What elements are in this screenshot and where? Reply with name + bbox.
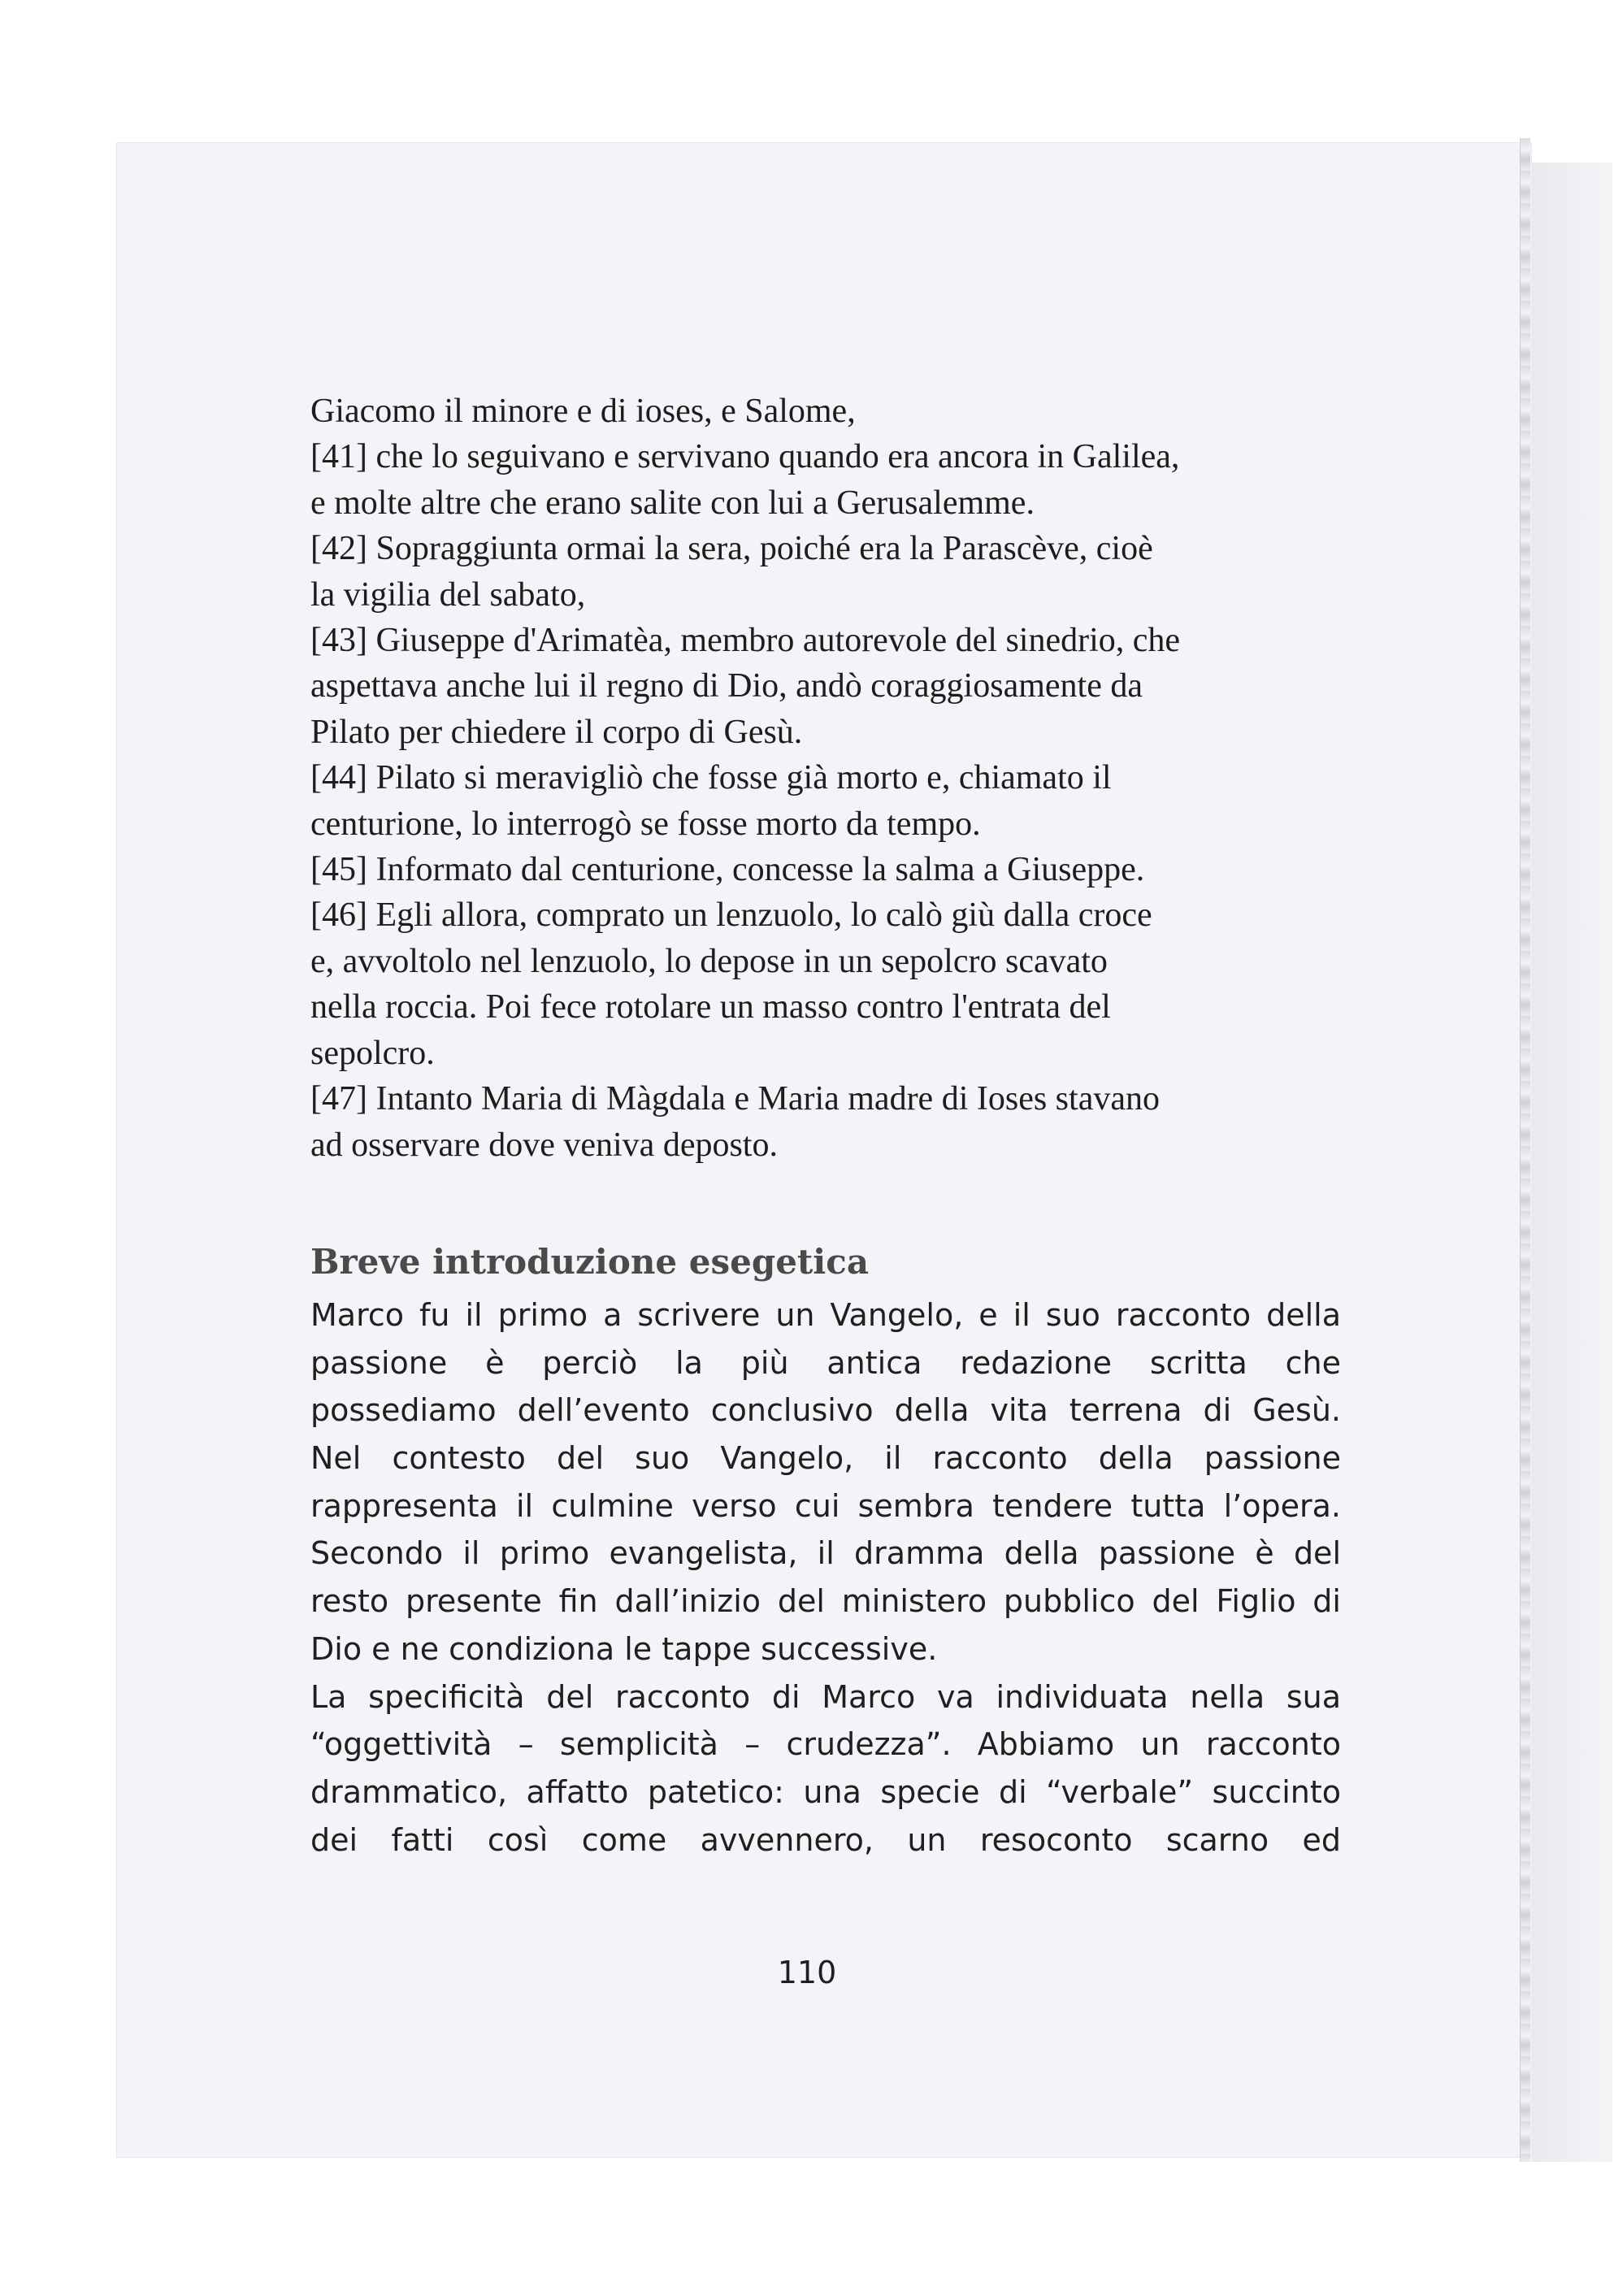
verse-line: [46] Egli allora, comprato un lenzuolo, lo calò giù dalla croce bbox=[310, 896, 1152, 935]
scripture-passage bbox=[310, 388, 1341, 1168]
verse-line: e, avvoltolo nel lenzuolo, lo depose in un sepolcro scavato bbox=[310, 942, 1108, 980]
page-binding-edge bbox=[1520, 138, 1530, 2162]
verse-line: [45] Informato dal centurione, concesse la salma a Giuseppe. bbox=[310, 851, 1145, 889]
verse-line: [43] Giuseppe d'Arimatèa, membro autorevole del sinedrio, che bbox=[310, 622, 1181, 660]
verse-line: la vigilia del sabato, bbox=[310, 575, 586, 614]
page-number: 110 bbox=[777, 1955, 837, 1990]
verse-line: Pilato per chiedere il corpo di Gesù. bbox=[310, 713, 803, 751]
section-heading: Breve introduzione esegetica bbox=[310, 1241, 870, 1282]
verse-line: aspettava anche lui il regno di Dio, andò coraggiosamente da bbox=[310, 667, 1143, 705]
verse-line: [42] Sopraggiunta ormai la sera, poiché era la Parascève, cioè bbox=[310, 530, 1153, 568]
verse-line: [47] Intanto Maria di Màgdala e Maria madre di Ioses stavano bbox=[310, 1080, 1160, 1118]
page-gutter bbox=[1531, 163, 1612, 2162]
page-content bbox=[310, 388, 1341, 1864]
prose-line: La specificità del racconto di Marco va individuata nella sua bbox=[310, 1678, 1341, 1715]
verse-line: centurione, lo interrogò se fosse morto da tempo. bbox=[310, 805, 981, 843]
verse-line: [41] che lo seguivano e servivano quando era ancora in Galilea, bbox=[310, 438, 1180, 476]
prose-line: “oggettività – semplicità – crudezza”. Abbiamo un racconto bbox=[310, 1726, 1341, 1763]
commentary-text bbox=[310, 1291, 1341, 1864]
verse-line: e molte altre che erano salite con lui a Gerusalemme. bbox=[310, 484, 1035, 522]
prose-line: drammatico, affatto patetico: una specie di “verbale” succinto bbox=[310, 1773, 1341, 1810]
prose-line: dei fatti così come avvennero, un resoconto scarno ed bbox=[310, 1821, 1341, 1858]
verse-line: sepolcro. bbox=[310, 1034, 435, 1072]
prose-line: resto presente fin dall’inizio del ministero pubblico del Figlio di bbox=[310, 1583, 1341, 1620]
prose-line: Marco fu il primo a scrivere un Vangelo, e il suo racconto della bbox=[310, 1296, 1341, 1333]
prose-line: Secondo il primo evangelista, il dramma della passione è del bbox=[310, 1535, 1341, 1572]
verse-line: [44] Pilato si meravigliò che fosse già morto e, chiamato il bbox=[310, 759, 1112, 797]
prose-line: Nel contesto del suo Vangelo, il racconto della passione bbox=[310, 1440, 1341, 1477]
prose-line: passione è perciò la più antica redazione scritta che bbox=[310, 1344, 1341, 1381]
prose-line: Dio e ne condiziona le tappe successive. bbox=[310, 1630, 938, 1667]
verse-line: nella roccia. Poi fece rotolare un masso contro l'entrata del bbox=[310, 988, 1111, 1026]
prose-line: possediamo dell’evento conclusivo della vita terrena di Gesù. bbox=[310, 1392, 1341, 1429]
verse-line: ad osservare dove veniva deposto. bbox=[310, 1126, 778, 1164]
prose-line: rappresenta il culmine verso cui sembra tendere tutta l’opera. bbox=[310, 1487, 1341, 1524]
verse-line: Giacomo il minore e di ioses, e Salome, bbox=[310, 393, 856, 430]
